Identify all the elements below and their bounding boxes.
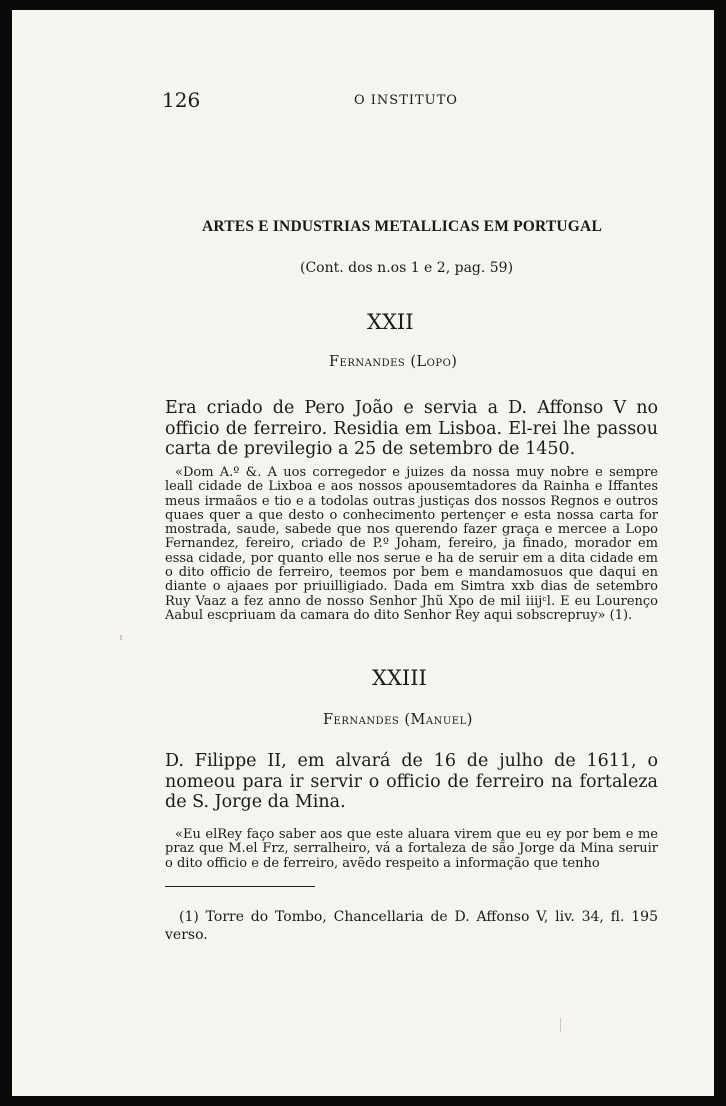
section-name: Fernandes (Lopo) [329,354,458,370]
page-number: 126 [162,88,201,112]
scan-speck [560,1018,561,1032]
section-body: Era criado de Pero João e servia a D. Affonso V no officio de ferreiro. Residia em Lisboa. El-rei lhe passou carta de previlegio a 25 de setembro de 1450. [165,398,658,459]
section-quote: «Eu elRey faço saber aos que este aluara virem que eu ey por bem e me praz que M.el Frz, serralheiro, vá a fortaleza de são Jorge da Mina seruir o dito officio e de ferreiro, avẽdo respeito a informação que tenho [165,827,658,871]
footnote-rule [165,886,315,887]
section-body: D. Filippe II, em alvará de 16 de julho de 1611, o nomeou para ir servir o officio de ferreiro na fortaleza de S. Jorge da Mina. [165,751,658,812]
scan-speck [120,635,122,640]
section-numeral: XXII [367,310,414,334]
section-quote: «Dom A.º &. A uos corregedor e juizes da nossa muy nobre e sempre leall cidade de Lixboa e aos nossos apousemtadores da Rainha e Iffantes meus irmaãos e tio e a todolas outras justiças dos nossos Regnos e outros quaes quer a que desto o conhecimento pertençer e esta nossa carta for mostrada, saude, sabede que nos querendo fazer graça e mercee a Lopo Fernandez, fereiro, criado de P.º Joham, fereiro, ja finado, morador em essa cidade, por quanto elle nos serue e ha de seruir em a dita cidade em o dito officio de ferreiro, teemos por bem e mandamosuos que daqui en diante o ajaaes por priuilligiado. Dada em Simtra xxb dias de setembro Ruy Vaaz a fez anno de nosso Senhor Jhũ Xpo de mil iiijᶜl. E eu Lourenço Aabul escpriuam da camara do dito Senhor Rey aqui sobscrepruy» (1). [165,465,658,623]
scanned-page [12,10,714,1096]
bleed-through-marks [232,135,632,215]
section-name: Fernandes (Manuel) [323,712,473,728]
article-continuation: (Cont. dos n.os 1 e 2, pag. 59) [300,260,514,276]
article-title: ARTES E INDUSTRIAS METALLICAS EM PORTUGAL [202,218,602,235]
footnote: (1) Torre do Tombo, Chancellaria de D. Affonso V, liv. 34, fl. 195 verso. [165,909,658,943]
running-title: O INSTITUTO [354,93,458,108]
section-numeral: XXIII [372,666,427,690]
